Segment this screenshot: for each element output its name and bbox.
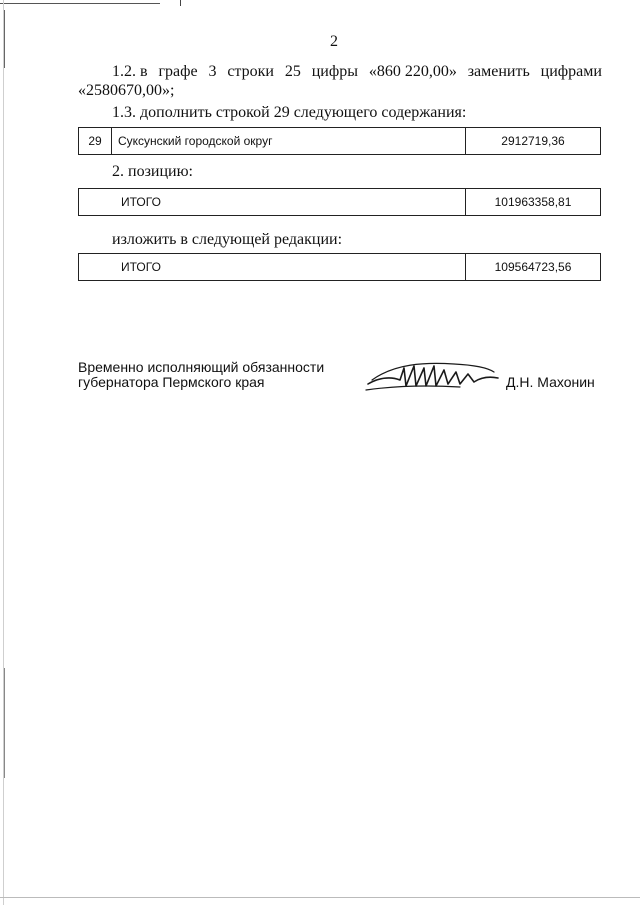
word: строки bbox=[227, 63, 274, 80]
signatory-name: Д.Н. Махонин bbox=[506, 374, 595, 390]
word: цифры bbox=[311, 63, 358, 80]
position-line: губернатора Пермского края bbox=[78, 374, 265, 390]
old-total-table bbox=[78, 188, 601, 216]
scan-artifact-mark bbox=[4, 10, 5, 68]
paragraph-1-3: 1.3. дополнить строкой 29 следующего содержания: bbox=[112, 104, 467, 121]
page-number: 2 bbox=[330, 33, 338, 50]
municipality-name-cell: Суксунский городской округ bbox=[112, 128, 466, 155]
scan-artifact-tick bbox=[180, 0, 181, 6]
table-row bbox=[79, 128, 601, 155]
word: графе bbox=[158, 63, 198, 80]
position-line: Временно исполняющий обязанности bbox=[78, 359, 325, 375]
word: 3 bbox=[208, 63, 217, 80]
signatory-position bbox=[78, 360, 324, 390]
total-label-cell: ИТОГО bbox=[79, 189, 466, 216]
table-row bbox=[79, 254, 601, 281]
total-label-cell: ИТОГО bbox=[79, 254, 466, 281]
amount-cell: 2912719,36 bbox=[466, 128, 601, 155]
scan-bottom-line bbox=[0, 897, 640, 898]
word: «860 220,00» bbox=[368, 63, 457, 80]
new-row-table bbox=[78, 127, 601, 155]
word: 1.2. в bbox=[112, 63, 148, 80]
row-number-cell: 29 bbox=[79, 128, 112, 155]
word: заменить bbox=[467, 63, 530, 80]
word: цифрами bbox=[540, 63, 602, 80]
total-amount-cell: 101963358,81 bbox=[466, 189, 601, 216]
word: 25 bbox=[284, 63, 301, 80]
paragraph-2: 2. позицию: bbox=[112, 163, 193, 180]
paragraph-1-2 bbox=[112, 62, 602, 82]
new-total-table bbox=[78, 253, 601, 281]
handwritten-signature bbox=[364, 356, 502, 396]
restate-paragraph: изложить в следующей редакции: bbox=[112, 231, 343, 248]
paragraph-1-2-continuation: «2580670,00»; bbox=[78, 82, 175, 99]
scan-artifact-mark bbox=[4, 668, 5, 778]
table-row bbox=[79, 189, 601, 216]
total-amount-cell: 109564723,56 bbox=[466, 254, 601, 281]
scan-artifact-line bbox=[0, 3, 160, 4]
